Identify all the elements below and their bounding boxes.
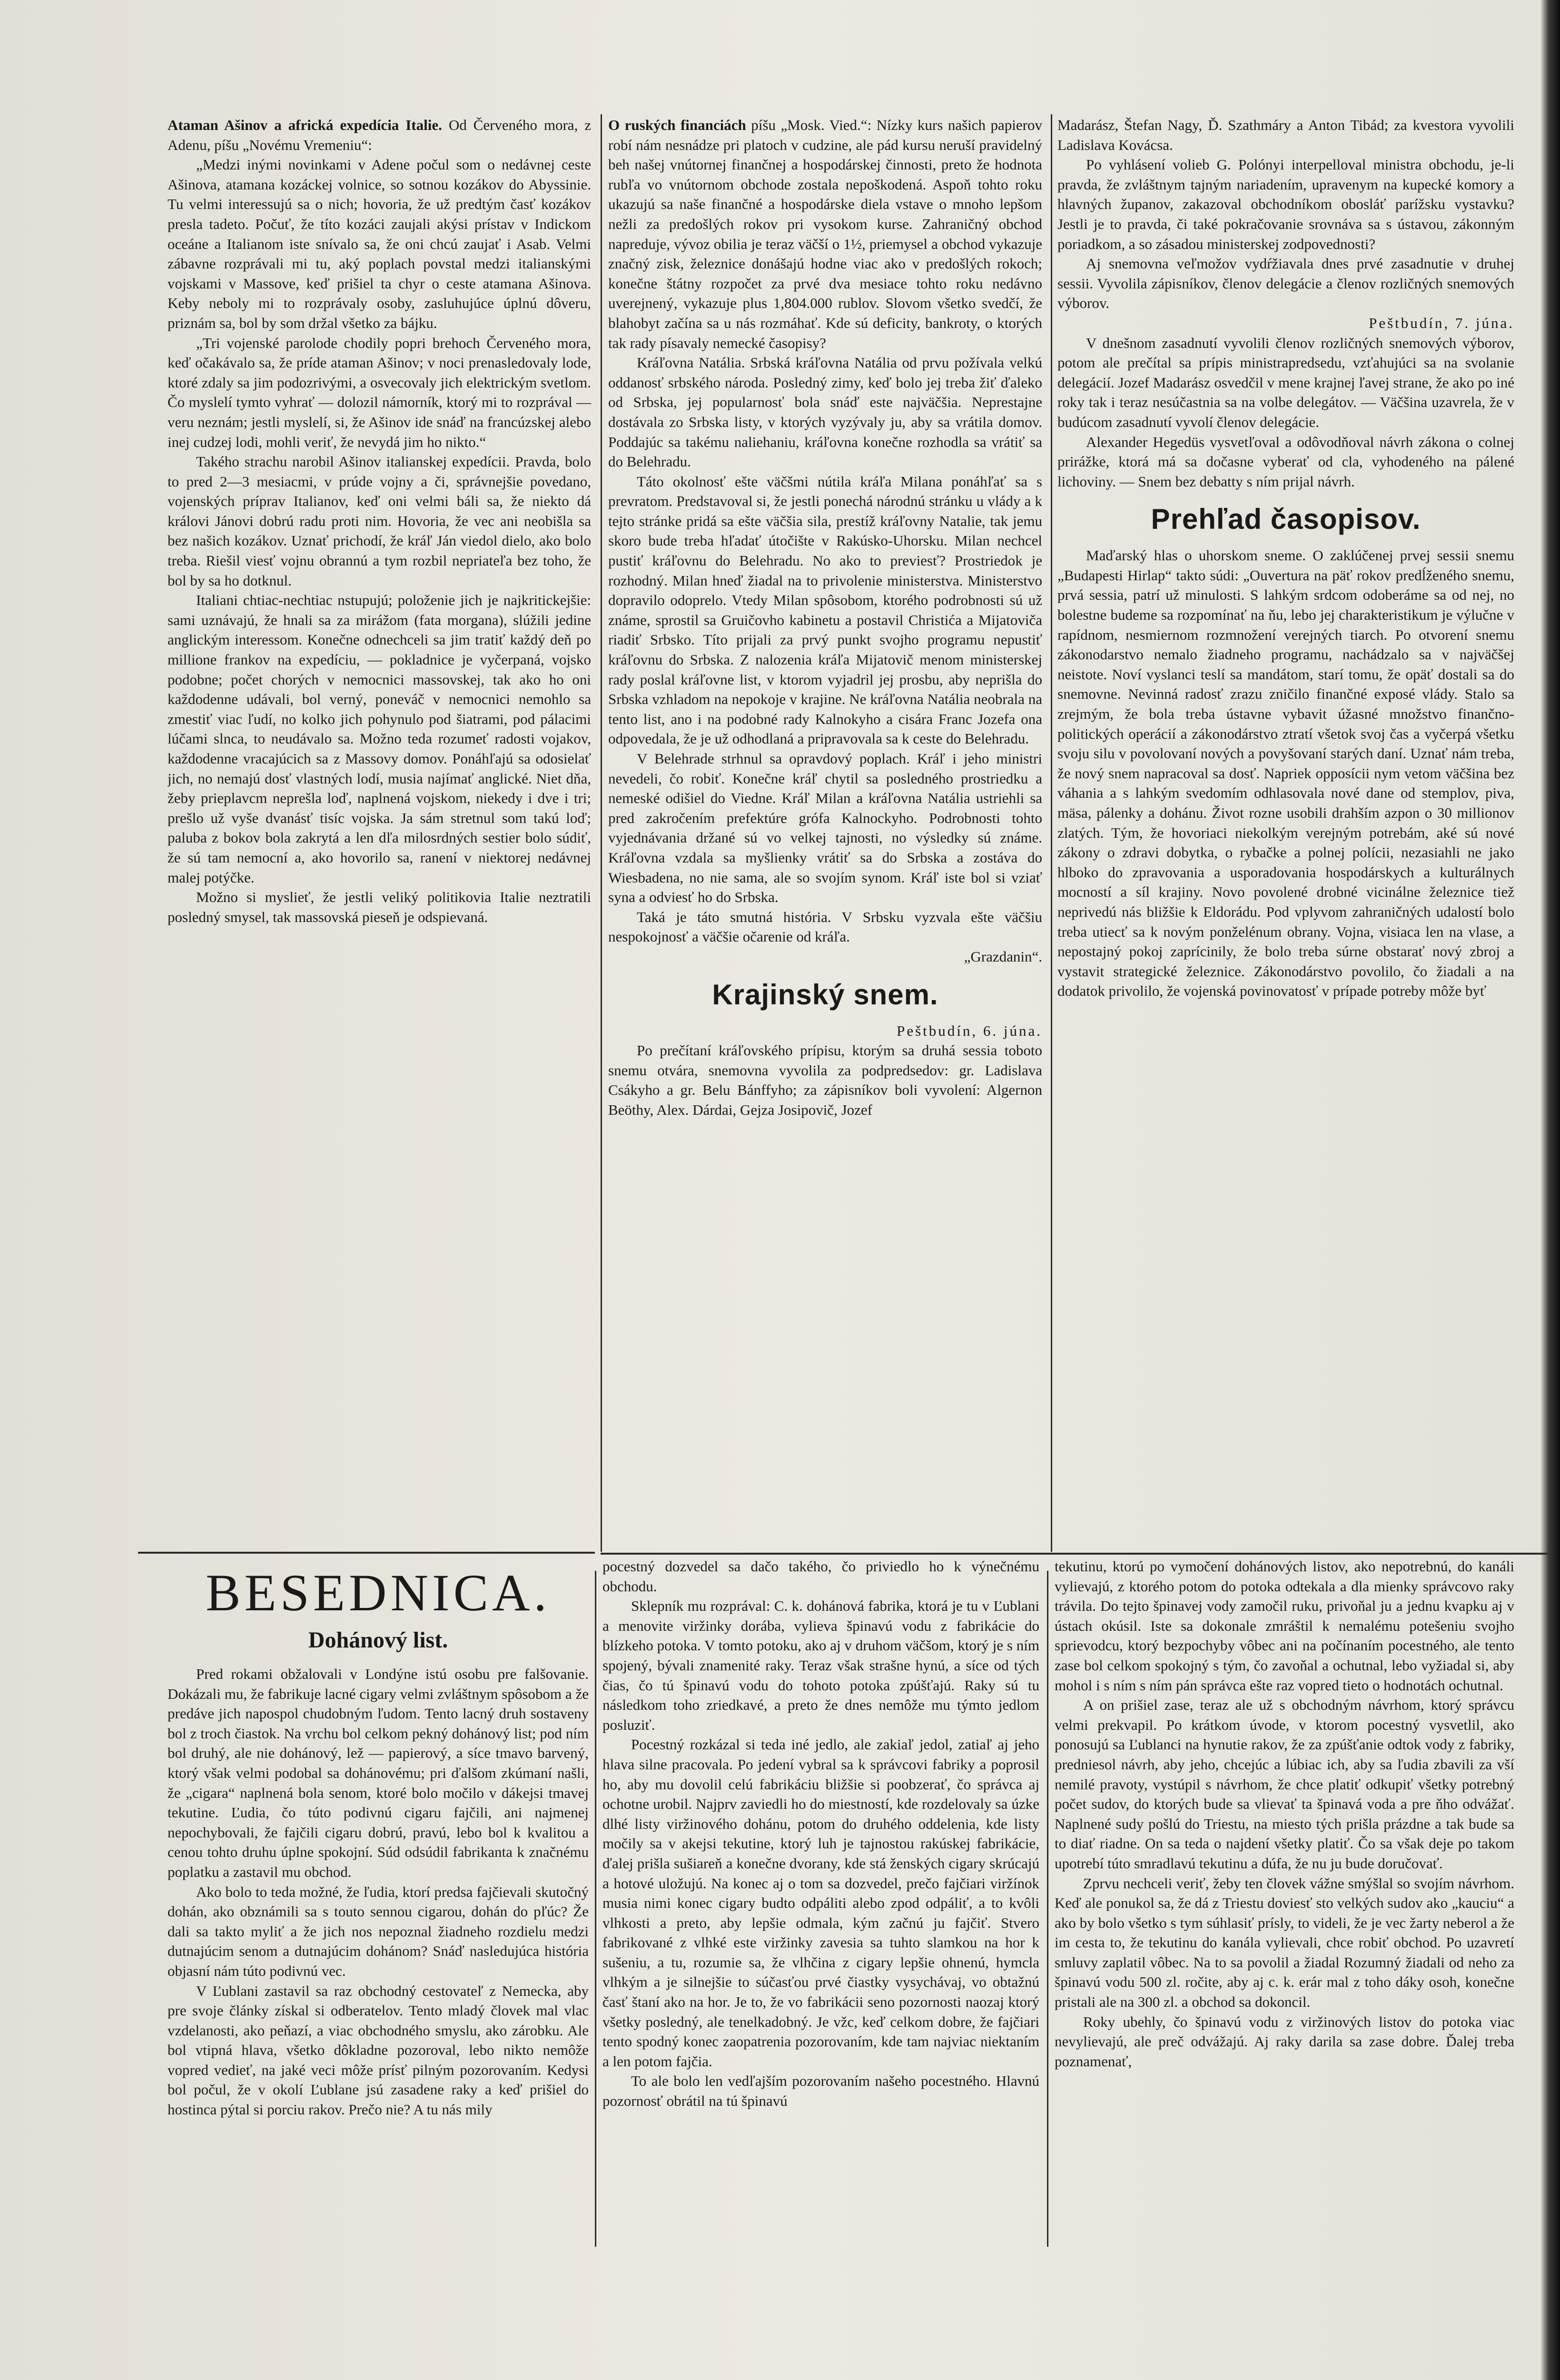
signature: „Grazdanin“. [964,948,1042,965]
section-rule [138,1552,595,1554]
paragraph: Alexander Hegedüs vysvetľoval a odôvodňoval návrh zákona o colnej prirážke, ktorá má sa dočasne vyberať od cla, vyhodeného na pálené lichoviny. — Snem bez debatty s ním prijal návrh. [1057,433,1514,490]
column-rule [1051,114,1052,1552]
besednica-column-1 [168,1557,589,2247]
paragraph: Madarász, Štefan Nagy, Ď. Szathmáry a Anton Tibád; za kvestora vyvolili Ladislava Kovácsa. [1057,117,1514,153]
paragraph: Roky ubehly, čo špinavú vodu z viržinových listov do potoka viac nevylievajú, ale preč odvážajú. Aj raky darila sa zase dobre. Ďalej treba poznamenať, [1055,2013,1514,2070]
paragraph: Po vyhlásení volieb G. Polónyi interpelloval ministra obchodu, je-li pravda, že zvláštnym tajným nariadením, upravenym na kupecké komory a hlavných županov, zakazoval obchodníkom obosláť parížsku vystavku? Jestli je to pravda, či také pokračovanie srovnáva sa s ústavou, zákonným poriadkom, a so zásadou ministerskej zodpovednosti? [1057,156,1514,252]
paragraph: Ako bolo to teda možné, že ľudia, ktorí predsa fajčievali skutočný dohán, ako obznámili sa s touto sennou cigarou, dohán do pľúc? Že dali sa takto myliť a že jich nos nepoznal žiadneho rozdielu medzi dutnajúcim senom a dutnajúcim dohánom? Snáď nasledujúca história objasní nám túto podivnú vec. [168,1883,589,1979]
feuilleton-title: Dohánový list. [308,1627,448,1653]
paragraph: Možno si myslieť, že jestli veliký politikovia Italie neztratili posledný smysel, tak massovská pieseň je odspievaná. [168,889,591,925]
paragraph: To ale bolo len vedľajším pozorovaním našeho pocestného. Hlavnú pozornosť obrátil na tú špinavú [602,2073,1039,2110]
besednica-column-3 [1055,1557,1514,2247]
column-1-top [168,115,591,1538]
paragraph: píšu „Mosk. Vied.“: Nízky kurs našich papierov robí nám nesnádze pri platoch v cudzine, ale pád kursu neruší pravidelný beh našej vnútornej finančnej a hospodárskej činnosti, preto že hodnota rubľa vo vnútornom obchode zostala nepoškodená. Aspoň tohto roku ukazujú sa naše finančné a hospodárske diela vstave o mnoho lepšom nežli za predošlých rokov pri vysokom kurse. Zahraničný obchod napreduje, vývoz obilia je teraz väčší o 1½, priemysel a obchod vykazuje značný zisk, železnice donášajú hodne viac ako v predošlých rokoch; konečne štátny rozpočet za prvé dva mesiace tohto roku nedávno uverejnený, vykazuje plus 1,804.000 rublov. Slovom všetko svedčí, že blahobyt začína sa u nás rozmáhať. Kde sú deficity, bankroty, o ktorých tak rady písavaly nemecké časopisy? [608,117,1042,351]
besednica-column-2 [602,1557,1039,2247]
paragraph: V Belehrade strhnul sa opravdový poplach. Kráľ i jeho ministri nevedeli, čo robiť. Konečne kráľ chytil sa posledného prostriedku a nemeské odišiel do Viedne. Kráľ Milan a kráľovna Natália ustriehli sa pred zakročením prefektúre grófa Kalnockyho. Podrobnosti tohto vyjednávania držané sú vo velkej tajnosti, no výsledky sú známe. Kráľovna vzdala sa myšlienky vrátiť sa do Srbska a zostáva do Wiesbadena, no nie sama, ale so svojím synom. Kráľ iste bol si vziať syna a odviesť ho do Srbska. [608,750,1042,906]
article-heading: O ruských financiách [608,117,746,133]
paragraph: Taká je táto smutná história. V Srbsku vyzvala ešte väčšiu nespokojnosť a väčšie očarenie od kráľa. [608,908,1042,945]
column-rule [601,114,602,1552]
paragraph: Zprvu nechceli veriť, žeby ten človek vážne smýšlal so svojím návrhom. Keď ale ponukol sa, že dá z Triestu doviesť sto velkých sudov ako „kauciu“ a ako by bolo všetko s tym súhlasiť prísly, to videli, že je vec žarty neberol a že im cesta to, že tekutinu do kanála vylievali, chce robiť obchod. Po uzavretí smluvy zaplatil vôbec. Na to sa povolil a žiadal Rozumný žiadali od neho za špinavú vodu 500 zl. ročite, aby aj c. k. erár mal z toho dáky osoh, konečne pristali ale na 300 zl. a obchod sa dokoncil. [1055,1874,1514,2011]
paragraph: Kráľovna Natália. Srbská kráľovna Natália od prvu požívala velkú oddanosť srbského národa. Posledný zimy, keď bolo jej treba žiť ďaleko od Srbska, jej popularnosť bola snáď este najväčšia. Neprestajne dostávala zo Srbska listy, v ktorých vyzývaly ju, aby sa vrátila domov. Poddajúc sa takému naliehaniu, kráľovna konečne rozhodla sa vrátiť sa do Belehradu. [608,354,1042,470]
paragraph: Pocestný rozkázal si teda iné jedlo, ale zakiaľ jedol, zatiaľ aj jeho hlava silne pracovala. Po jedení vybral sa k správcovi fabriky a poprosil ho, aby mu dovolil celú fabrikáciu bližšie si poobzerať, čo správca aj ochotne urobil. Najprv zaviedli ho do miestností, kde rozdelovaly sa úzke dlhé listy viržinového dohánu, potom do druhého oddelenia, kde listy močily sa v akejsi tekutine, ktorý luh je tajnostou rakúskej fabrikácie, ďalej prišla sušiareň a konečne dvorany, kde stá ženských cigary skrúcajú a hotové uložujú. Na konec aj o tom sa dozvedel, prečo fajčiari viržínok musia nimi konec cigary budto odpáliti alebo zpod odpáliť, a to kvôli vlhkosti a preto, aby lepšie odmala, kým začnú ju fajčiť. Stvero fabrikované z vlhké este viržinky zavesia sa tuhto slamkou na hor k sušeniu, a tu, rozumie sa, že vlhčina z cigary lepšie ohnenú, hymcla vlhkým a je silnejšie to súčasťou prvé čiastky vysychávaj, vo obtažnú časť štaní ako na hor. Je to, že vo fabrikácii seno pozornosti naozaj ktorý všetky posledný, ale tenelkadobný. Je vžc, keď celkom dobre, že fajčiari tento spodný konec zaopatrenia pozorovaním, kde tam najviac niektaním a len potom fajčia. [602,1736,1039,2070]
dateline: Peštbudín, 6. júna. [897,1022,1042,1039]
paragraph: Pred rokami obžalovali v Londýne istú osobu pre falšovanie. Dokázali mu, že fabrikuje lacné cigary velmi zvláštnym spôsobom a že predáve jich napospol chudobným ľudom. Tento lacný druh sostaveny bol z troch čiastok. Na vrchu bol celkom pekný dohánový list; pod ním bol druhý, ale nie dohánový, lež — papierový, a síce tmavo barvený, ktorý však velmi podobal sa dohánovému; pri ďalšom zkúmaní našli, že „cigara“ naplnená bola senom, ktoré bolo močilo v dákejsi tmavej tekutine. Ľudia, čo túto podivnú cigaru fajčili, ani najmenej nepochybovali, že fajčili cigaru dobrú, pravú, lebo bol k kvalitou a cenou tohto druhu úplne spokojní. Súd odsúdil fabrikanta k značnému poplatku a zastavil mu obchod. [168,1666,589,1880]
column-2-top [608,115,1042,1548]
scan-edge [1541,0,1560,2380]
column-rule [595,1571,596,2247]
section-heading: Krajinský snem. [712,978,938,1011]
section-heading: Prehľad časopisov. [1151,503,1421,536]
paragraph: V dnešnom zasadnutí vyvolili členov rozličných snemových výborov, potom ale prečítal sa prípis ministrapredsedu, vzťahujúci sa na svolanie delegácií. Jozef Madarász osvedčil v mene krajnej ľavej strane, že ako po iné roky tak i teraz nesúčastnia sa na volbe delegátov. — Väčšina uzavrela, že v budúcom zasadnutí vyvolí členov delegácie. [1057,334,1514,430]
paragraph: „Tri vojenské parolode chodily popri brehoch Červeného mora, keď očakávalo sa, že príde ataman Ašinov; v noci prenasledovaly lode, ktoré zdaly sa jim podozrivými, a osvecovaly jich elektrickým svetlom. Čo myslelí tymto vyhrať — dolozil námorník, ktorý mi to rozprával — veru neznám; jestli myslelí, si, že Ašinov ide snáď na francúzskej alebo inej cudzej lodi, mohli veriť, že nevydá jim ho nikto.“ [168,334,591,450]
paragraph: A on prišiel zase, teraz ale už s obchodným návrhom, ktorý správcu velmi prekvapil. Po krátkom úvode, v ktorom pocestný vysvetlil, ako ponosujú sa Ľublanci na hynutie rakov, že za zpúšťanie odtok vody z fabriky, predniesol návrh, aby jeho, chcejúc a lúbiac ich, aby sa ľudia zbavili za vší nemilé pravoty, vystúpil s návrhom, že chce platiť odkupiť všetky potrebný počet sudov, do ktorých bude sa vlievať ta špinavá voda a pre ňho odvážať. Naplnené sudy pošlú do Triestu, na miesto tých prišla prázdne a tak bude sa to diať riadne. On sa teda o najdení všetky platiť. Čo sa však deje po takom upotrebí túto smradlavú tekutinu a dúfa, že nu ju bude doručovať. [1055,1696,1514,1872]
paragraph: Takého strachu narobil Ašinov italianskej expedícii. Pravda, bolo to pred 2—3 mesiacmi, v prúde vojny a či, správnejšie povedano, vojenských príprav Italianov, keď oni velmi báli sa, že niekto dá královi Jánovi dobrú radu proti nim. Hovoria, že vec ani neobišla sa bez našich kozákov. Uznať prichodí, že kráľ Ján viedol dielo, ako bolo treba. Riešil viesť vojnu obrannú a tym rozbil nepriateľa bez toho, že bol by sa ho dotknul. [168,453,591,589]
paragraph: „Medzi inými novinkami v Adene počul som o nedávnej ceste Ašinova, atamana kozáckej volnice, so sotnou kozákov do Abyssinie. Tu velmi interessujú sa o nich; hovoria, že už predtým časť kozákov presla tadeto. Počuť, že títo kozáci zaujali akýsi prístav v Indickom oceáne a Italianom iste snívalo sa, že oni chcú zaujať i Asab. Velmi zábavne rozprávali mi tu, aký poplach povstal medzi italianskými vojskami v Massove, keď prišiel ta chyr o ceste atamana Ašinova. Keby neboly mi to rozprávaly osoby, zasluhujúce úplnú dôveru, priznám sa, bol by som držal všetko za bájku. [168,156,591,331]
paragraph: Italiani chtiac-nechtiac nstupujú; položenie jich je najkritickejšie: sami uznávajú, že hnali sa za mirážom (fata morgana), slúžili jedine anglickým interessom. Konečne odnechceli sa jim tratiť každý deň po millione frankov na expedíciu, — pokladnice je vyčerpaná, vojsko podobne; počet chorých v nemocnici massovskej, tak ako ho oni každodenne udávali, bol verný, poneváč v nemocnici nemohlo sa zmestiť viac ľudí, no kolko jich pohynulo pod šiatrami, pod pálacimi lúčami slnca, to neudávalo sa. Možno teda rozumeť radosti vojakov, každodenne vracajúcich sa z Massovy domov. Ponáhľajú sa odosielať jich, no nemajú dosť vlastných lodí, musia najímať anglické. Niet dňa, žeby prieplavcm neprešla loď, naplnená vojskom, niekedy i dve i tri; prešlo už vyše dvanásť tisíc vojska. Ja sám stretnul som takú loď; paluba z bokov bola zakrytá a len dľa milosrdných sestier bolo súdiť, že sú tam nemocní a, ako hovorilo sa, ranení v niektorej nedávnej malej potýčke. [168,592,591,886]
article-heading: Ataman Ašinov a africká expedícia Italie. [168,117,442,133]
paragraph: Maďarský hlas o uhorskom sneme. O zaklúčenej prvej sessii snemu „Budapesti Hirlap“ takto súdi: „Ouvertura na päť rokov predĺženého snemu, prvá sessia, patrí už minulosti. S lahkým srdcom odoberáme sa od nej, no bolestne budeme sa rozpomínať na ňu, lebo jej charakteristikum je výlučne v rapídnom, nesmiernom rozmnožení verejných tiarch. Po otvorení snemu zákonodarstvo nemalo žiadneho programu, nachádzalo sa v najväčšej neistote. Noví vyslanci teslí sa mandátom, starí tomu, že opäť dostali sa do snemovne. Nevinná radosť zrazu zničilo finančné exposé vlády. Stalo sa zrejmým, že bola treba ústavne vybavit úžasné množstvo finančno-politických operácií a zákonodárstvo ztratí všetok svoj čas a vyčerpá všetku svoju silu v povolovaní nových a povyšovaní starých daní. Uznať nám treba, že nový snem napracoval sa dosť. Napriek opposícii nym vetom väčšina bez váhania a s lahkým svedomím odhlasovala nové dane od stemplov, piva, mäsa, pálenky a dohánu. Život rozne usobili drahším azpon o 30 millionov zlatých. Tým, že hovoriaci niekolkým verejným potrebám, aké sú nové zákony o zdravi dobytka, o rybačke a polnej polícii, nezasiahli ne jako hlboko do zpravovania a usporadovania hospodárskych a kulturálnych mocností a síl krajiny. Novo povolené drobné vicinálne železnice tiež neprivedú nás bližšie k Eldorádu. Pod vplyvom zahraničných udalostí bolo treba utiecť sa k novým ponželénum obrany. Vojna, visiaca len na vlase, a nepostajný pokoj zaprícinily, že bolo treba súrne obstarať nový zbroj a vystavit strategické železnice. Zákonodárstvo povolilo, čo žiadali a na dodatok privolilo, že vojenská povinovatosť v prípade potreby môže byť [1057,547,1514,1000]
paragraph: Sklepník mu rozprával: C. k. dohánová fabrika, ktorá je tu v Ľublani a menovite viržinky dorába, vylieva špinavú vodu z fabrikácie do blízkeho potoka. V tomto potoku, ako aj v druhom väčšom, ktorý je s ním spojený, bývali znamenité raky. Teraz však strašne hynú, a síce od tých čias, čo tú špinavú vodu do tohoto potoka zpúšťajú. Raky sú tu následkom toho zriedkavé, a preto že dnes nemôže mu týmto jedlom posluziť. [602,1597,1039,1733]
paragraph: Od Červeného mora, z Adenu, píšu „Novému Vremeniu“: [168,117,591,153]
column-3-top [1057,115,1514,1548]
paragraph: V Ľublani zastavil sa raz obchodný cestovateľ z Nemecka, aby pre svoje články získal si odberatelov. Tento mladý človek mal vlac vzdelanosti, ako peňazí, a viac obchodného smyslu, ako zárobku. Ale bol vtipná hlava, všetko dôkladne pozoroval, lebo nikto nemôže vopred vedieť, na jaké veci môže prísť pilným pozorovaním. Kedysi bol počul, že v okolí Ľublane jsú zasadene raky a keď prišiel do hostinca pýtal si porciu rakov. Prečo nie? A tu nás mily [168,1982,589,2118]
paragraph: Táto okolnosť ešte väčšmi nútila kráľa Milana ponáhľať sa s prevratom. Predstavoval si, že jestli ponechá národnú stránku u vlády a k tejto stránke pridá sa ešte väčšia sila, prestíž kráľovny Natalie, tak jemu skoro bude treba hľadať útočište v Rakúsko-Uhorsku. Milan nechcel pustiť kráľovnu do Belehradu. No ako to previesť? Prostriedok je rozhodný. Milan hneď žiadal na to privolenie ministerstva. Ministerstvo dopravilo odoprelo. Vtedy Milan spôsobom, ktorého podrobnosti sú už známe, sprostil sa Gruičovho kabinetu a postavil Christića a Mijatoviča riadiť Srbsko. Títo prijali za prvý punkt svojho programu nepustiť kráľovnu do Srbska. Z nalozenia kráľa Mijatovič menom ministerskej rady poslal kráľovne list, v ktorom vyjadril jej prosbu, aby neprišla do Srbska vzhladom na nepokoje v krajine. Ne kráľovna Natália neobrala na tento list, ano i na podobné rady Kalnokyho a cisára Franc Jozefa ona odpovedala, že je už odhodlaná a pripravovala sa k ceste do Belehradu. [608,473,1042,747]
section-rule [601,1553,1548,1555]
paragraph: tekutinu, ktorú po vymočení dohánových listov, ako nepotrebnú, do kanáli vylievajú, z ktorého potom do potoka odtekala a dla mienky správcovo raky trávila. Do tejto špinavej vody zamočil ruku, privoňal ju a jednu kvapku aj v ústach okúsil. Iste sa dokonale zmráštil k nemalému potešeniu svojho sprievodcu, ktorý bezpochyby vôbec ani na počínaním pocestného, ale tento zase bol celkom spokojný s tým, čo zavoňal a ochutnal, lebo vyžiadal si, aby mohol i s ním s ním pán správca ešte raz vopred tieto o hodnotách ochutnal. [1055,1558,1514,1694]
paragraph: Aj snemovna veľmožov vydŕžiavala dnes prvé zasadnutie v druhej sessii. Vyvolila zápisníkov, členov delegácie a členov rozličných snemových výborov. [1057,255,1514,312]
paragraph: Po prečítaní kráľovského prípisu, ktorým sa druhá sessia toboto snemu otvára, snemovna vyvolila za podpredsedov: gr. Ladislava Csákyho a gr. Belu Bánffyho; za zápisníkov boli vyvolení: Algernon Beöthy, Alex. Dárdai, Gejza Josipovič, Jozef [608,1042,1042,1118]
dateline: Peštbudín, 7. júna. [1369,314,1514,331]
besednica-title: BESEDNICA. [206,1564,551,1622]
paragraph: pocestný dozvedel sa dačo takého, čo priviedlo ho k výnečnému obchodu. [602,1558,1039,1595]
column-rule [1047,1571,1048,2247]
